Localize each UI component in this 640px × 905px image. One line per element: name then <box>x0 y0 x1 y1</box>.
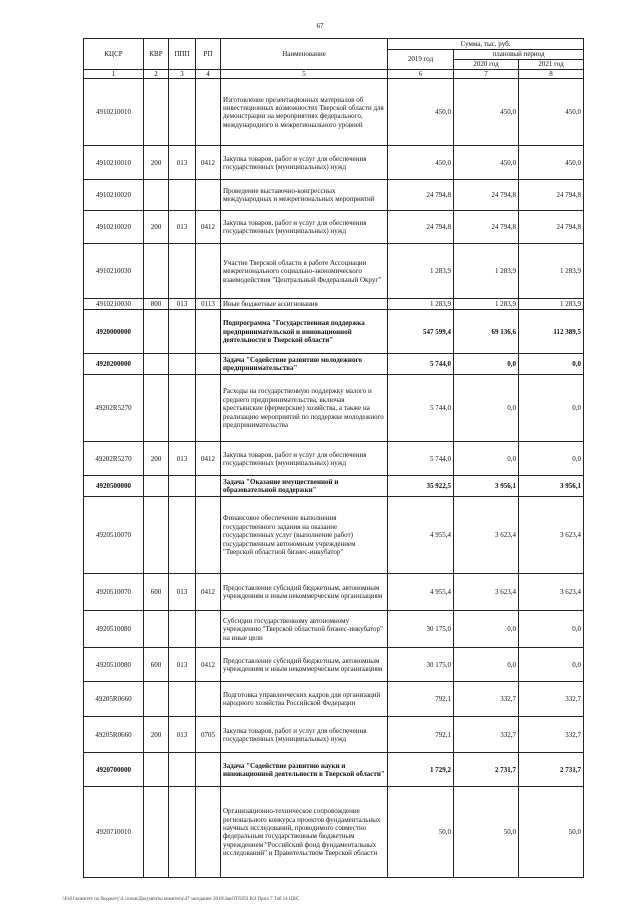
value-2019-cell: 4 955,4 <box>388 497 454 574</box>
value-2020-cell: 0,0 <box>454 375 519 442</box>
kvr-cell: 600 <box>144 648 169 682</box>
colnum-7: 7 <box>454 70 519 79</box>
header-2020: 2020 год <box>454 60 519 70</box>
colnum-2: 2 <box>144 70 169 79</box>
kcsr-cell: 49205R0660 <box>84 682 144 717</box>
table-row <box>84 753 584 787</box>
header-sum: Сумма, тыс. руб. <box>388 39 584 50</box>
rp-cell <box>196 354 221 375</box>
ppp-cell: 013 <box>169 299 196 310</box>
name-cell: Участие Тверской области в работе Ассоциации межрегионального социально-экономического взаимодействия "Центральный Федеральный Округ" <box>221 244 388 299</box>
value-2021-cell: 0,0 <box>519 648 584 682</box>
kcsr-cell: 4920200000 <box>84 354 144 375</box>
kvr-cell: 200 <box>144 442 169 476</box>
value-2019-cell: 35 922,5 <box>388 476 454 497</box>
value-2021-cell: 332,7 <box>519 717 584 753</box>
value-2020-cell: 332,7 <box>454 717 519 753</box>
name-cell: Подпрограмма "Государственная поддержка предпринимательской и инновационной деятельности в Тверской области" <box>221 310 388 354</box>
value-2019-cell: 450,0 <box>388 146 454 180</box>
kcsr-cell: 4910210020 <box>84 211 144 244</box>
page-number: 67 <box>316 22 324 30</box>
ppp-cell <box>169 180 196 211</box>
footer-path: \\Fs01\комитет по бюджету\4 созыв\Документы комитета\47 заседание 2018\ЗакОТб\ПЗ ВЭ Прил 7 Таб 14 ЦВС <box>62 897 300 902</box>
rp-cell <box>196 611 221 648</box>
table-row <box>84 310 584 354</box>
kcsr-cell: 4920510070 <box>84 497 144 574</box>
value-2019-cell: 792,1 <box>388 682 454 717</box>
value-2020-cell: 450,0 <box>454 79 519 146</box>
ppp-cell <box>169 476 196 497</box>
value-2020-cell: 0,0 <box>454 442 519 476</box>
kcsr-cell: 4920710010 <box>84 787 144 878</box>
budget-table <box>83 38 584 878</box>
ppp-cell <box>169 354 196 375</box>
value-2021-cell: 0,0 <box>519 354 584 375</box>
value-2020-cell: 69 136,6 <box>454 310 519 354</box>
rp-cell <box>196 310 221 354</box>
kcsr-cell: 4910210010 <box>84 79 144 146</box>
kvr-cell: 800 <box>144 299 169 310</box>
kvr-cell: 200 <box>144 146 169 180</box>
value-2019-cell: 30 175,0 <box>388 648 454 682</box>
kvr-cell <box>144 682 169 717</box>
kvr-cell <box>144 476 169 497</box>
colnum-1: 1 <box>84 70 144 79</box>
table-row <box>84 574 584 611</box>
header-kcsr: КЦСР <box>84 39 144 70</box>
kcsr-cell: 49202R5270 <box>84 375 144 442</box>
kvr-cell: 600 <box>144 574 169 611</box>
rp-cell <box>196 753 221 787</box>
kcsr-cell: 4910210010 <box>84 146 144 180</box>
kvr-cell <box>144 753 169 787</box>
value-2019-cell: 24 794,8 <box>388 180 454 211</box>
value-2019-cell: 50,0 <box>388 787 454 878</box>
kvr-cell: 200 <box>144 211 169 244</box>
colnum-6: 6 <box>388 70 454 79</box>
name-cell: Задача "Оказание имущественной и образовательной поддержки" <box>221 476 388 497</box>
rp-cell: 0412 <box>196 648 221 682</box>
kvr-cell <box>144 180 169 211</box>
ppp-cell: 013 <box>169 648 196 682</box>
value-2019-cell: 5 744,0 <box>388 375 454 442</box>
value-2021-cell: 2 731,7 <box>519 753 584 787</box>
name-cell: Задача "Содействие развитию науки и инновационной деятельности в Тверской области" <box>221 753 388 787</box>
value-2021-cell: 0,0 <box>519 375 584 442</box>
value-2020-cell: 3 956,1 <box>454 476 519 497</box>
name-cell: Закупка товаров, работ и услуг для обеспечения государственных (муниципальных) нужд <box>221 717 388 753</box>
name-cell: Предоставление субсидий бюджетным, автономным учреждениям и иным некоммерческим организациям <box>221 574 388 611</box>
value-2020-cell: 24 794,8 <box>454 180 519 211</box>
kcsr-cell: 49202R5270 <box>84 442 144 476</box>
value-2021-cell: 3 623,4 <box>519 497 584 574</box>
kcsr-cell: 4920500000 <box>84 476 144 497</box>
value-2019-cell: 5 744,0 <box>388 354 454 375</box>
kvr-cell <box>144 354 169 375</box>
kcsr-cell: 4920000000 <box>84 310 144 354</box>
value-2021-cell: 332,7 <box>519 682 584 717</box>
name-cell: Проведение выставочно-конгрессных международных и межрегиональных мероприятий <box>221 180 388 211</box>
rp-cell <box>196 244 221 299</box>
colnum-3: 3 <box>169 70 196 79</box>
header-2021: 2021 год <box>519 60 584 70</box>
value-2021-cell: 0,0 <box>519 442 584 476</box>
value-2020-cell: 1 283,9 <box>454 244 519 299</box>
header-planned-period: плановый период <box>454 50 584 60</box>
kcsr-cell: 49205R0660 <box>84 717 144 753</box>
rp-cell <box>196 476 221 497</box>
value-2019-cell: 1 729,2 <box>388 753 454 787</box>
kcsr-cell: 4920510080 <box>84 611 144 648</box>
value-2020-cell: 2 731,7 <box>454 753 519 787</box>
rp-cell <box>196 375 221 442</box>
table-row <box>84 611 584 648</box>
table-row <box>84 476 584 497</box>
kvr-cell <box>144 79 169 146</box>
kvr-cell <box>144 611 169 648</box>
colnum-5: 5 <box>221 70 388 79</box>
value-2020-cell: 50,0 <box>454 787 519 878</box>
rp-cell <box>196 79 221 146</box>
ppp-cell <box>169 753 196 787</box>
name-cell: Закупка товаров, работ и услуг для обеспечения государственных (муниципальных) нужд <box>221 146 388 180</box>
rp-cell: 0412 <box>196 211 221 244</box>
colnum-8: 8 <box>519 70 584 79</box>
table-row <box>84 682 584 717</box>
ppp-cell: 013 <box>169 574 196 611</box>
value-2021-cell: 450,0 <box>519 79 584 146</box>
value-2019-cell: 1 283,9 <box>388 299 454 310</box>
table-row <box>84 787 584 878</box>
ppp-cell <box>169 682 196 717</box>
rp-cell: 0113 <box>196 299 221 310</box>
value-2020-cell: 0,0 <box>454 648 519 682</box>
ppp-cell <box>169 497 196 574</box>
rp-cell: 0412 <box>196 146 221 180</box>
kcsr-cell: 4910210020 <box>84 180 144 211</box>
name-cell: Задача "Содействие развитию молодежного предпринимательства" <box>221 354 388 375</box>
ppp-cell: 013 <box>169 442 196 476</box>
ppp-cell <box>169 375 196 442</box>
name-cell: Иные бюджетные ассигнования <box>221 299 388 310</box>
value-2019-cell: 30 175,0 <box>388 611 454 648</box>
value-2020-cell: 0,0 <box>454 611 519 648</box>
value-2019-cell: 792,1 <box>388 717 454 753</box>
table-row <box>84 648 584 682</box>
table-row <box>84 79 584 146</box>
name-cell: Подготовка управленческих кадров для организаций народного хозяйства Российской Федерации <box>221 682 388 717</box>
header-ppp: ППП <box>169 39 196 70</box>
value-2021-cell: 50,0 <box>519 787 584 878</box>
ppp-cell <box>169 787 196 878</box>
value-2020-cell: 3 623,4 <box>454 574 519 611</box>
header-2019: 2019 год <box>388 50 454 70</box>
rp-cell <box>196 497 221 574</box>
kvr-cell <box>144 244 169 299</box>
value-2019-cell: 450,0 <box>388 79 454 146</box>
value-2021-cell: 112 389,5 <box>519 310 584 354</box>
name-cell: Изготовление презентационных материалов об инвестиционных возможностях Тверской области для демонстрации на мероприятиях федерального, международного и межрегионального уровней <box>221 79 388 146</box>
header-rp: РП <box>196 39 221 70</box>
kcsr-cell: 4920510070 <box>84 574 144 611</box>
table-row <box>84 497 584 574</box>
colnum-4: 4 <box>196 70 221 79</box>
name-cell: Организационно-техническое сопровождение регионального конкурса проектов фундаментальных научных исследований, проводимого совместно федеральным государственным бюджетным учреждением "Российский фонд фундаментальных исследований" и Правительством Тверской области <box>221 787 388 878</box>
kcsr-cell: 4910210030 <box>84 244 144 299</box>
ppp-cell: 013 <box>169 717 196 753</box>
header-kvr: КВР <box>144 39 169 70</box>
table-row <box>84 717 584 753</box>
name-cell: Финансовое обеспечение выполнения государственного задания на оказание государственных услуг (выполнение работ) государственным автономным учреждением "Тверской областной бизнес-инкубатор" <box>221 497 388 574</box>
kvr-cell <box>144 375 169 442</box>
value-2021-cell: 24 794,8 <box>519 211 584 244</box>
value-2020-cell: 332,7 <box>454 682 519 717</box>
value-2019-cell: 24 794,8 <box>388 211 454 244</box>
value-2020-cell: 3 623,4 <box>454 497 519 574</box>
name-cell: Субсидии государственному автономному учреждению "Тверской областной бизнес-инкубатор" на иные цели <box>221 611 388 648</box>
name-cell: Закупка товаров, работ и услуг для обеспечения государственных (муниципальных) нужд <box>221 211 388 244</box>
kcsr-cell: 4910210030 <box>84 299 144 310</box>
rp-cell: 0412 <box>196 442 221 476</box>
value-2020-cell: 24 794,8 <box>454 211 519 244</box>
table-row <box>84 180 584 211</box>
ppp-cell: 013 <box>169 146 196 180</box>
value-2019-cell: 1 283,9 <box>388 244 454 299</box>
value-2021-cell: 24 794,8 <box>519 180 584 211</box>
table-row <box>84 244 584 299</box>
ppp-cell <box>169 310 196 354</box>
rp-cell: 0705 <box>196 717 221 753</box>
table-row <box>84 146 584 180</box>
kvr-cell: 200 <box>144 717 169 753</box>
value-2021-cell: 1 283,9 <box>519 299 584 310</box>
kcsr-cell: 4920510080 <box>84 648 144 682</box>
kcsr-cell: 4920700000 <box>84 753 144 787</box>
value-2021-cell: 1 283,9 <box>519 244 584 299</box>
table-row <box>84 354 584 375</box>
value-2021-cell: 450,0 <box>519 146 584 180</box>
value-2020-cell: 1 283,9 <box>454 299 519 310</box>
rp-cell <box>196 180 221 211</box>
value-2021-cell: 0,0 <box>519 611 584 648</box>
ppp-cell <box>169 244 196 299</box>
name-cell: Предоставление субсидий бюджетным, автономным учреждениям и иным некоммерческим организациям <box>221 648 388 682</box>
kvr-cell <box>144 310 169 354</box>
value-2019-cell: 4 955,4 <box>388 574 454 611</box>
table-row <box>84 442 584 476</box>
value-2019-cell: 5 744,0 <box>388 442 454 476</box>
header-name: Наименование <box>221 39 388 70</box>
kvr-cell <box>144 497 169 574</box>
value-2020-cell: 0,0 <box>454 354 519 375</box>
table-row <box>84 211 584 244</box>
value-2020-cell: 450,0 <box>454 146 519 180</box>
rp-cell <box>196 682 221 717</box>
value-2019-cell: 547 599,4 <box>388 310 454 354</box>
rp-cell: 0412 <box>196 574 221 611</box>
ppp-cell <box>169 611 196 648</box>
value-2021-cell: 3 956,1 <box>519 476 584 497</box>
rp-cell <box>196 787 221 878</box>
value-2021-cell: 3 623,4 <box>519 574 584 611</box>
table-row <box>84 299 584 310</box>
kvr-cell <box>144 787 169 878</box>
ppp-cell <box>169 79 196 146</box>
name-cell: Закупка товаров, работ и услуг для обеспечения государственных (муниципальных) нужд <box>221 442 388 476</box>
name-cell: Расходы на государственную поддержку малого и среднего предпринимательства, включая крестьянские (фермерские) хозяйства, а также на реализацию мероприятий по поддержке молодежного предпринимательства <box>221 375 388 442</box>
ppp-cell: 013 <box>169 211 196 244</box>
table-row <box>84 375 584 442</box>
